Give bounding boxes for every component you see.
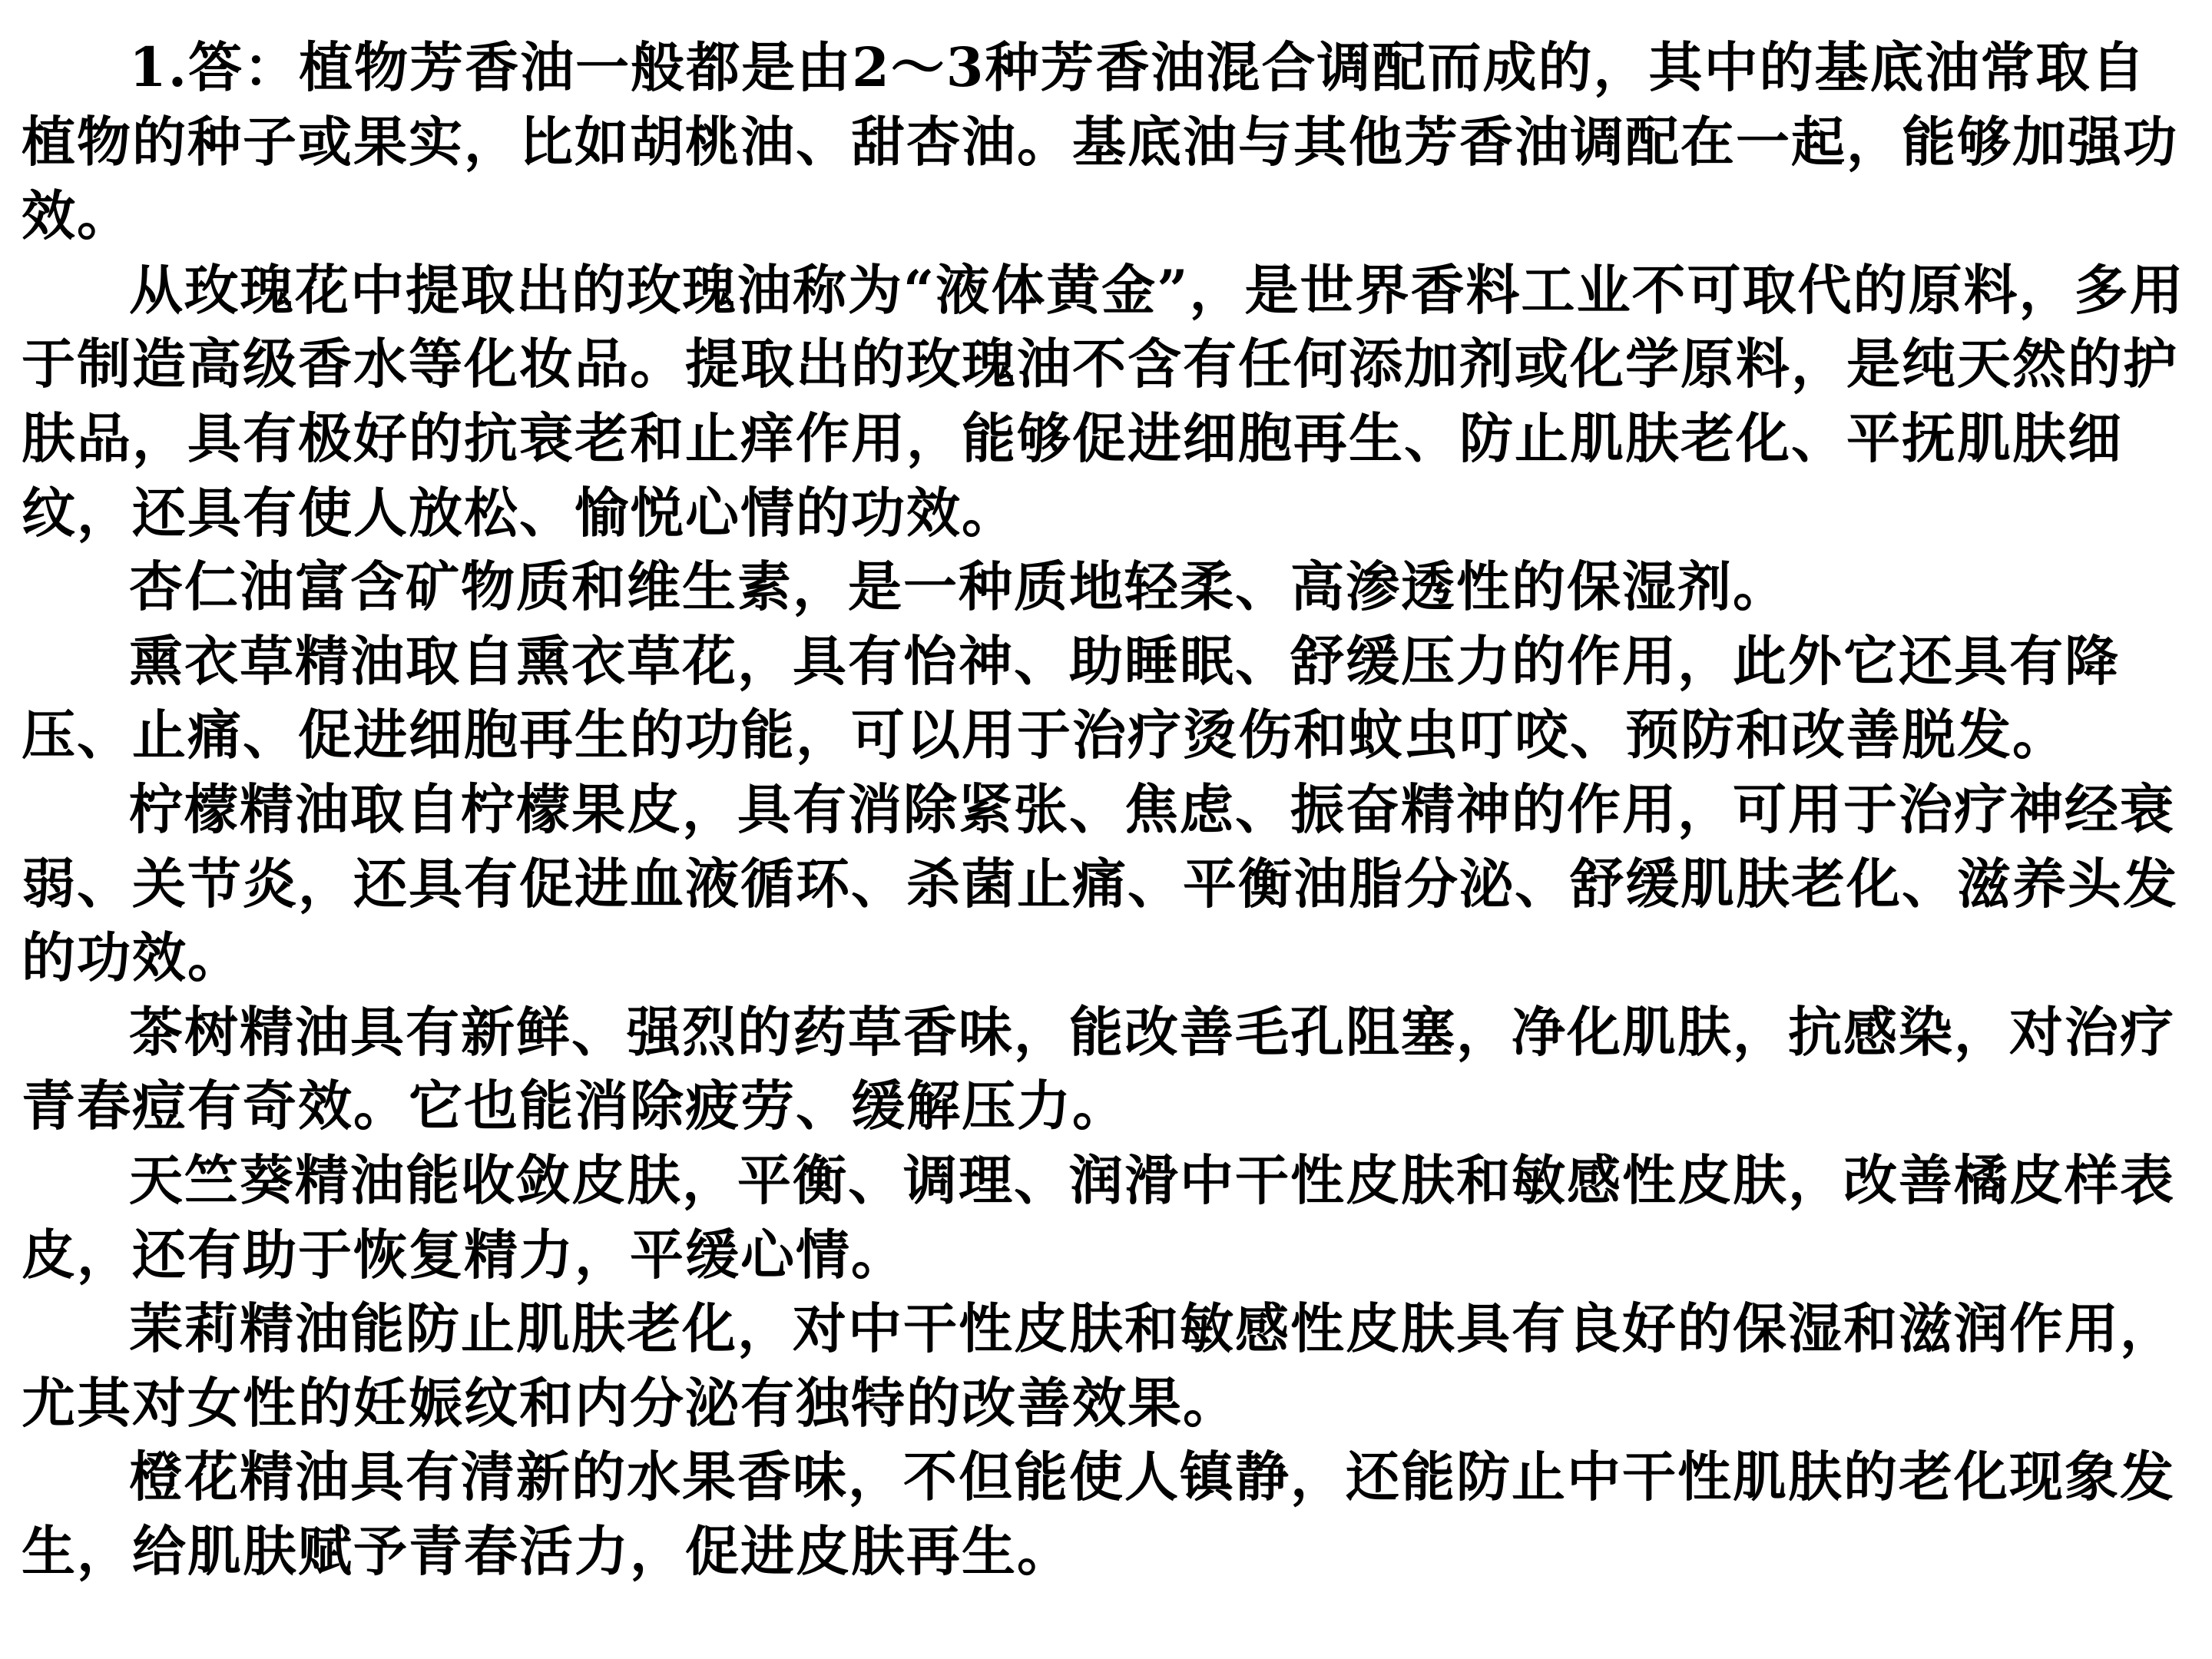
answer-paragraph-almond-oil: 杏仁油富含矿物质和维生素，是一种质地轻柔、高渗透性的保湿剂。 (129, 555, 1788, 619)
answer-paragraph-neroli-oil: 橙花精油具有清新的水果香味，不但能使人镇静，还能防止中干性肌肤的老化现象发生，给肌肤赋予青春活力，促进皮肤再生。 (22, 1445, 2175, 1583)
answer-text-block (22, 31, 2187, 1588)
answer-paragraph-geranium-oil: 天竺葵精油能收敛皮肤，平衡、调理、润滑中干性皮肤和敏感性皮肤，改善橘皮样表皮，还有助于恢复精力，平缓心情。 (22, 1147, 2175, 1286)
answer-paragraph-lavender-oil: 熏衣草精油取自熏衣草花，具有怡神、助睡眠、舒缓压力的作用，此外它还具有降压、止痛、促进细胞再生的功能，可以用于治疗烫伤和蚊虫叮咬、预防和改善脱发。 (22, 628, 2120, 767)
answer-paragraph-rose-oil: 从玫瑰花中提取出的玫瑰油称为“液体黄金”，是世界香料工业不可取代的原料，多用于制造高级香水等化妆品。提取出的玫瑰油不含有任何添加剂或化学原料，是纯天然的护肤品，具有极好的抗衰老和止痒作用，能够促进细胞再生、防止肌肤老化、平抚肌肤细纹，还具有使人放松、愉悦心情的功效。 (22, 257, 2185, 545)
answer-paragraph-tea-tree-oil: 茶树精油具有新鲜、强烈的药草香味，能改善毛孔阻塞，净化肌肤，抗感染，对治疗青春痘有奇效。它也能消除疲劳、缓解压力。 (22, 999, 2175, 1138)
answer-paragraph-jasmine-oil: 茉莉精油能防止肌肤老化，对中干性皮肤和敏感性皮肤具有良好的保湿和滋润作用，尤其对女性的妊娠纹和内分泌有独特的改善效果。 (22, 1296, 2175, 1435)
answer-paragraph-lemon-oil: 柠檬精油取自柠檬果皮，具有消除紧张、焦虑、振奋精神的作用，可用于治疗神经衰弱、关节炎，还具有促进血液循环、杀菌止痛、平衡油脂分泌、舒缓肌肤老化、滋养头发的功效。 (22, 777, 2178, 990)
answer-paragraph-intro: 1.答：植物芳香油一般都是由2～3种芳香油混合调配而成的，其中的基底油常取自植物的种子或果实，比如胡桃油、甜杏油。基底油与其他芳香油调配在一起，能够加强功效。 (22, 35, 2178, 248)
